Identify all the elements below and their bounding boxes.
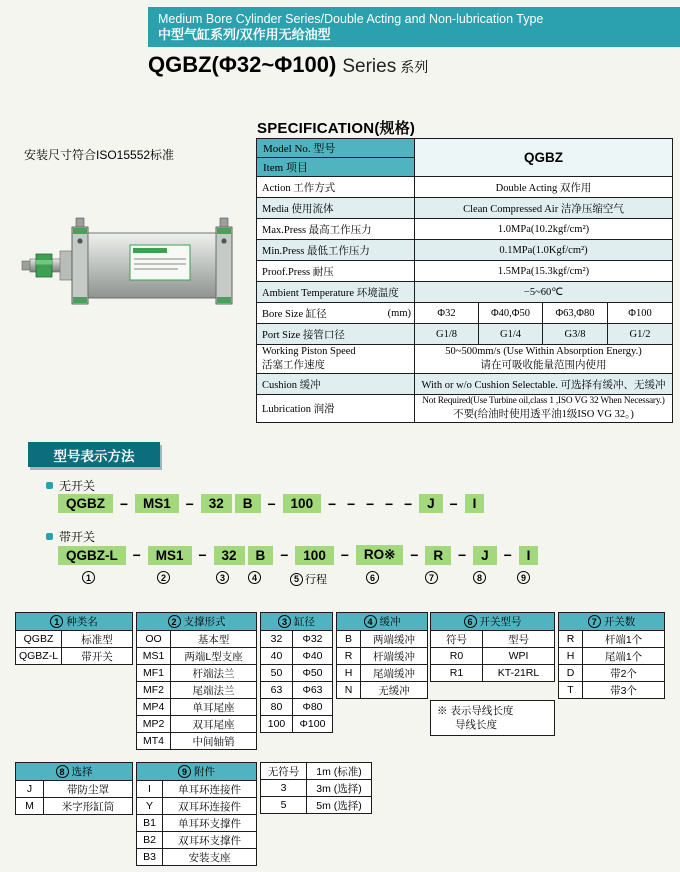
model-code-token bbox=[519, 546, 539, 565]
table-row bbox=[261, 631, 333, 648]
model-code-box: 100 bbox=[283, 494, 322, 513]
label-cell: 无缓冲 bbox=[361, 682, 428, 699]
index-6: 6 bbox=[366, 571, 379, 584]
speed-label-cn: 活塞工作速度 bbox=[262, 360, 325, 371]
table-row bbox=[16, 648, 133, 665]
table-row bbox=[137, 849, 257, 866]
bore-table-title: 3 缸径 bbox=[261, 613, 333, 631]
label-cell: 双耳环支撑件 bbox=[163, 832, 257, 849]
model-code-token bbox=[148, 546, 192, 565]
table-row bbox=[137, 699, 257, 716]
speed-value-en: 50~500mm/s (Use Within Absorption Energy.) bbox=[445, 346, 642, 357]
option-table bbox=[15, 762, 133, 815]
code-cell: 40 bbox=[261, 648, 293, 665]
banner-line-cn: 中型气缸系列/双作用无给油型 bbox=[158, 27, 331, 42]
model-code-dash: − bbox=[503, 547, 512, 563]
model-code-token bbox=[135, 494, 179, 513]
table-row bbox=[261, 648, 333, 665]
port-value: G1/2 bbox=[608, 324, 673, 345]
table-row bbox=[261, 699, 333, 716]
code-cell: QGBZ bbox=[16, 631, 62, 648]
code-cell: 32 bbox=[261, 631, 293, 648]
code-cell: 3 bbox=[261, 780, 307, 797]
table-row bbox=[261, 665, 333, 682]
index-8: 8 bbox=[473, 571, 486, 584]
switch-model-table bbox=[430, 612, 555, 682]
code-cell: I bbox=[137, 781, 163, 798]
spec-row-bore bbox=[257, 303, 673, 324]
spec-item-label: Item 项目 bbox=[257, 158, 415, 177]
model-code-box: QGBZ-L bbox=[58, 546, 126, 565]
label-cell: KT-21RL bbox=[483, 665, 555, 682]
accessory-table-title: 9 附件 bbox=[137, 763, 257, 781]
model-code-dash: − bbox=[280, 547, 289, 563]
label-cell: Φ100 bbox=[293, 716, 333, 733]
spec-special-rows bbox=[257, 303, 673, 423]
code-cell: Y bbox=[137, 798, 163, 815]
label-cell: 单耳环连接件 bbox=[163, 781, 257, 798]
table-row bbox=[559, 682, 665, 699]
lead-wire-note bbox=[430, 700, 555, 736]
spec-row bbox=[257, 219, 673, 240]
table-row bbox=[261, 682, 333, 699]
model-code-token bbox=[406, 547, 422, 563]
spec-row-label: Action 工作方式 bbox=[257, 177, 415, 198]
model-code-dash: − bbox=[403, 495, 413, 512]
model-code-box: J bbox=[473, 546, 497, 565]
code-cell: OO bbox=[137, 631, 171, 648]
spec-row-label: Ambient Temperature 环境温度 bbox=[257, 282, 415, 303]
code-cell: 80 bbox=[261, 699, 293, 716]
spec-row-value: 1.0MPa(10.2kgf/cm²) bbox=[415, 219, 673, 240]
lubrication-value-en: Not Required(Use Turbine oil,class 1 ,ISO VG 32 When Necessary.) bbox=[422, 396, 665, 406]
table-row bbox=[559, 631, 665, 648]
model-code-line-no-switch bbox=[58, 494, 484, 513]
model-code-token bbox=[295, 546, 334, 565]
with-switch-label bbox=[46, 528, 95, 545]
spec-table bbox=[256, 138, 673, 423]
code-cell: H bbox=[337, 665, 361, 682]
index-9: 9 bbox=[517, 571, 530, 584]
label-cell: 标准型 bbox=[62, 631, 133, 648]
cushion-value: With or w/o Cushion Selectable. 可选择有缓冲、无缓冲 bbox=[415, 374, 673, 395]
label-cell: 尾端缓冲 bbox=[361, 665, 428, 682]
no-symbol-header: 无符号 bbox=[261, 763, 307, 780]
label-cell: 杆端缓冲 bbox=[361, 648, 428, 665]
label-cell: Φ40 bbox=[293, 648, 333, 665]
spec-row-lubrication bbox=[257, 395, 673, 423]
bore-label-cell bbox=[257, 303, 415, 324]
code-cell: 5 bbox=[261, 797, 307, 814]
bore-value: Φ100 bbox=[608, 303, 673, 324]
model-code-token bbox=[465, 494, 485, 513]
table-row bbox=[261, 797, 372, 814]
table-row bbox=[137, 798, 257, 815]
code-cell: MS1 bbox=[137, 648, 171, 665]
model-code-token bbox=[324, 496, 340, 512]
label-cell: 带3个 bbox=[583, 682, 665, 699]
spec-row-label: Max.Press 最高工作压力 bbox=[257, 219, 415, 240]
no-switch-label bbox=[46, 477, 95, 494]
label-cell: Φ32 bbox=[293, 631, 333, 648]
model-code-dash: − bbox=[132, 547, 141, 563]
spec-row bbox=[257, 282, 673, 303]
bullet-icon bbox=[46, 482, 53, 489]
model-code-token bbox=[500, 547, 516, 563]
label-cell: 单耳尾座 bbox=[171, 699, 257, 716]
cushion-label: Cushion 缓冲 bbox=[257, 374, 415, 395]
title-series-word: Series bbox=[342, 56, 397, 77]
title-model-code: QGBZ(Φ32~Φ100) bbox=[148, 52, 337, 77]
model-code-dash: − bbox=[340, 547, 349, 563]
label-cell: 中间轴销 bbox=[171, 733, 257, 750]
model-code-token bbox=[337, 547, 353, 563]
with-switch-text: 带开关 bbox=[59, 530, 96, 544]
banner-line-en: Medium Bore Cylinder Series/Double Acting and Non-lubrication Type bbox=[158, 12, 544, 26]
code-cell: M bbox=[16, 798, 44, 815]
iso-standard-note: 安装尺寸符合ISO15552标准 bbox=[24, 148, 175, 162]
table-row bbox=[137, 631, 257, 648]
model-code-box: J bbox=[419, 494, 443, 513]
speed-label-cell bbox=[257, 345, 415, 374]
support-type-table bbox=[136, 612, 257, 750]
code-cell: R1 bbox=[431, 665, 483, 682]
spec-row bbox=[257, 261, 673, 282]
label-cell: Φ50 bbox=[293, 665, 333, 682]
model-code-token bbox=[264, 496, 280, 512]
speed-value-cn: 请在可吸收能量范围内使用 bbox=[480, 360, 607, 371]
lubrication-value-cell bbox=[415, 395, 673, 423]
code-cell: MT4 bbox=[137, 733, 171, 750]
model-code-token bbox=[400, 496, 416, 512]
label-cell: 带防尘罩 bbox=[44, 781, 133, 798]
note-line-1: ※ 表示导线长度 bbox=[437, 705, 514, 717]
port-label: Port Size 接管口径 bbox=[257, 324, 415, 345]
table-row bbox=[431, 648, 555, 665]
model-code-token bbox=[446, 496, 462, 512]
spec-row-cushion bbox=[257, 374, 673, 395]
model-code-box: QGBZ bbox=[58, 494, 113, 513]
model-code-box: 32 bbox=[214, 546, 245, 565]
model-code-dash: − bbox=[410, 547, 419, 563]
cushion-table-title: 4 缓冲 bbox=[337, 613, 428, 631]
model-code-token bbox=[419, 494, 443, 513]
model-code-token bbox=[214, 546, 245, 565]
code-cell: B3 bbox=[137, 849, 163, 866]
model-code-token bbox=[116, 496, 132, 512]
label-cell: 尾端法兰 bbox=[171, 682, 257, 699]
model-code-box: MS1 bbox=[148, 546, 192, 565]
model-code-token bbox=[425, 546, 451, 565]
model-code-token bbox=[235, 494, 261, 513]
spec-heading: SPECIFICATION(规格) bbox=[257, 120, 416, 137]
code-cell: B1 bbox=[137, 815, 163, 832]
model-code-box: 32 bbox=[201, 494, 232, 513]
code-cell: QGBZ-L bbox=[16, 648, 62, 665]
switch-count-table-title: 7 开关数 bbox=[559, 613, 665, 631]
symbol-column-header: 符号 bbox=[431, 631, 483, 648]
speed-label-en: Working Piston Speed bbox=[262, 346, 356, 357]
spec-simple-rows bbox=[257, 177, 673, 303]
spec-row-label: Proof.Press 耐压 bbox=[257, 261, 415, 282]
bullet-icon bbox=[46, 533, 53, 540]
code-cell: MP4 bbox=[137, 699, 171, 716]
spec-table-header bbox=[257, 139, 673, 177]
note-line-2: 导线长度 bbox=[455, 719, 497, 731]
model-code-token bbox=[283, 494, 322, 513]
label-cell: 安装支座 bbox=[163, 849, 257, 866]
model-code-dash: − bbox=[185, 495, 194, 512]
code-cell: R bbox=[559, 631, 583, 648]
model-code-box: 100 bbox=[295, 546, 334, 565]
spec-row-value: 1.5MPa(15.3kgf/cm²) bbox=[415, 261, 673, 282]
model-code-token bbox=[58, 494, 113, 513]
option-table-title: 8 选择 bbox=[16, 763, 133, 781]
switch-count-table bbox=[558, 612, 665, 699]
spec-row bbox=[257, 240, 673, 261]
table-row bbox=[137, 648, 257, 665]
spec-row bbox=[257, 198, 673, 219]
spec-row-value: Clean Compressed Air 洁净压缩空气 bbox=[415, 198, 673, 219]
stroke-label: 行程 bbox=[305, 574, 327, 586]
code-cell: J bbox=[16, 781, 44, 798]
table-row bbox=[337, 682, 428, 699]
code-cell: R0 bbox=[431, 648, 483, 665]
label-cell: 单耳环支撑件 bbox=[163, 815, 257, 832]
spec-row-port bbox=[257, 324, 673, 345]
speed-value-cell bbox=[415, 345, 673, 374]
model-code-token bbox=[248, 546, 274, 565]
table-row bbox=[337, 648, 428, 665]
model-code-dash: − bbox=[449, 495, 458, 512]
model-code-dash: − bbox=[267, 495, 276, 512]
table-row bbox=[137, 815, 257, 832]
standard-length-header: 1m (标准) bbox=[307, 763, 372, 780]
no-switch-text: 无开关 bbox=[59, 479, 96, 493]
table-row bbox=[261, 716, 333, 733]
table-row bbox=[137, 781, 257, 798]
switch-model-table-title: 6 开关型号 bbox=[431, 613, 555, 631]
label-cell: Φ80 bbox=[293, 699, 333, 716]
label-cell: 杆端法兰 bbox=[171, 665, 257, 682]
model-code-token bbox=[195, 547, 211, 563]
label-cell: 双耳尾座 bbox=[171, 716, 257, 733]
code-cell: 63 bbox=[261, 682, 293, 699]
model-code-dash: − bbox=[198, 547, 207, 563]
spec-row-value: −5~60℃ bbox=[415, 282, 673, 303]
bore-table bbox=[260, 612, 333, 733]
table-row bbox=[559, 648, 665, 665]
label-cell: 米字形缸筒 bbox=[44, 798, 133, 815]
model-code-box: I bbox=[519, 546, 539, 565]
table-row bbox=[337, 631, 428, 648]
code-cell: D bbox=[559, 665, 583, 682]
code-cell: B bbox=[337, 631, 361, 648]
bore-value: Φ63,Φ80 bbox=[543, 303, 608, 324]
model-code-dash: − bbox=[327, 495, 337, 512]
index-7: 7 bbox=[425, 571, 438, 584]
lubrication-label: Lubrication 润滑 bbox=[257, 395, 415, 423]
model-code-box: B bbox=[235, 494, 261, 513]
label-cell: 3m (选择) bbox=[307, 780, 372, 797]
model-code-token bbox=[129, 547, 145, 563]
label-cell: 两端L型支座 bbox=[171, 648, 257, 665]
table-row bbox=[137, 733, 257, 750]
model-code-dash: − bbox=[384, 495, 394, 512]
page-title bbox=[148, 52, 428, 78]
model-code-token bbox=[454, 547, 470, 563]
position-index-row bbox=[0, 571, 680, 589]
code-cell: MP2 bbox=[137, 716, 171, 733]
port-value: G1/8 bbox=[415, 324, 479, 345]
accessory-table bbox=[136, 762, 257, 866]
label-cell: WPI bbox=[483, 648, 555, 665]
model-code-token bbox=[473, 546, 497, 565]
index-3: 3 bbox=[216, 571, 229, 584]
bore-label: Bore Size 缸径 bbox=[262, 308, 327, 320]
model-code-box: RO※ bbox=[356, 545, 404, 565]
spec-row-label: Min.Press 最低工作压力 bbox=[257, 240, 415, 261]
table-row bbox=[559, 665, 665, 682]
table-row bbox=[137, 832, 257, 849]
label-cell: 基本型 bbox=[171, 631, 257, 648]
code-cell: 50 bbox=[261, 665, 293, 682]
model-code-token bbox=[201, 494, 232, 513]
model-code-dash: − bbox=[458, 547, 467, 563]
model-code-box: MS1 bbox=[135, 494, 179, 513]
header-banner bbox=[148, 7, 680, 47]
model-code-token bbox=[343, 496, 359, 512]
spec-row-label: Media 使用流体 bbox=[257, 198, 415, 219]
model-code-box: I bbox=[465, 494, 485, 513]
table-row bbox=[16, 798, 133, 815]
model-code-line-with-switch bbox=[58, 545, 538, 565]
table-row bbox=[137, 665, 257, 682]
code-cell: N bbox=[337, 682, 361, 699]
type-table bbox=[15, 612, 133, 665]
model-code-dash: − bbox=[346, 495, 356, 512]
label-cell: 两端缓冲 bbox=[361, 631, 428, 648]
cylinder-product-image bbox=[8, 206, 248, 328]
title-series-cn: 系列 bbox=[400, 59, 429, 75]
label-cell: 杆端1个 bbox=[583, 631, 665, 648]
bore-value: Φ32 bbox=[415, 303, 479, 324]
bore-value: Φ40,Φ50 bbox=[479, 303, 543, 324]
model-column-header: 型号 bbox=[483, 631, 555, 648]
model-designation-heading: 型号表示方法 bbox=[28, 442, 160, 467]
index-2: 2 bbox=[157, 571, 170, 584]
spec-row bbox=[257, 177, 673, 198]
label-cell: 5m (选择) bbox=[307, 797, 372, 814]
label-cell: 带开关 bbox=[62, 648, 133, 665]
spec-row-speed bbox=[257, 345, 673, 374]
code-cell: MF1 bbox=[137, 665, 171, 682]
support-table-title: 2 支撑形式 bbox=[137, 613, 257, 631]
model-code-dash: − bbox=[365, 495, 375, 512]
table-row bbox=[137, 682, 257, 699]
port-value: G1/4 bbox=[479, 324, 543, 345]
code-cell: MF2 bbox=[137, 682, 171, 699]
cable-length-table bbox=[260, 762, 372, 814]
label-cell: 尾端1个 bbox=[583, 648, 665, 665]
index-1: 1 bbox=[82, 571, 95, 584]
model-code-token bbox=[362, 496, 378, 512]
table-row bbox=[137, 716, 257, 733]
model-code-box: B bbox=[248, 546, 274, 565]
model-code-token bbox=[381, 496, 397, 512]
label-cell: 带2个 bbox=[583, 665, 665, 682]
spec-model-value: QGBZ bbox=[415, 139, 673, 177]
model-code-token bbox=[182, 496, 198, 512]
bore-unit: (mm) bbox=[387, 307, 411, 319]
code-cell: 100 bbox=[261, 716, 293, 733]
index-5-stroke: 5 行程 bbox=[290, 571, 327, 587]
label-cell: Φ63 bbox=[293, 682, 333, 699]
model-code-dash: − bbox=[119, 495, 129, 512]
spec-row-value: Double Acting 双作用 bbox=[415, 177, 673, 198]
cushion-table bbox=[336, 612, 428, 699]
table-row bbox=[431, 665, 555, 682]
table-row bbox=[16, 631, 133, 648]
table-row bbox=[261, 780, 372, 797]
index-4: 4 bbox=[248, 571, 261, 584]
code-cell: H bbox=[559, 648, 583, 665]
port-value: G3/8 bbox=[543, 324, 608, 345]
model-code-token bbox=[276, 547, 292, 563]
type-table-title: 1 种类名 bbox=[16, 613, 133, 631]
code-cell: R bbox=[337, 648, 361, 665]
model-code-token bbox=[58, 546, 126, 565]
spec-model-no-label: Model No. 型号 bbox=[257, 139, 415, 158]
model-code-box: R bbox=[425, 546, 451, 565]
label-cell: 双耳环连接件 bbox=[163, 798, 257, 815]
lubrication-value-cn: 不要(给油时使用透平油1级ISO VG 32。) bbox=[453, 409, 634, 420]
table-row bbox=[16, 781, 133, 798]
table-row bbox=[337, 665, 428, 682]
code-cell: B2 bbox=[137, 832, 163, 849]
spec-row-value: 0.1MPa(1.0Kgf/cm²) bbox=[415, 240, 673, 261]
model-code-token bbox=[356, 545, 404, 565]
code-cell: T bbox=[559, 682, 583, 699]
